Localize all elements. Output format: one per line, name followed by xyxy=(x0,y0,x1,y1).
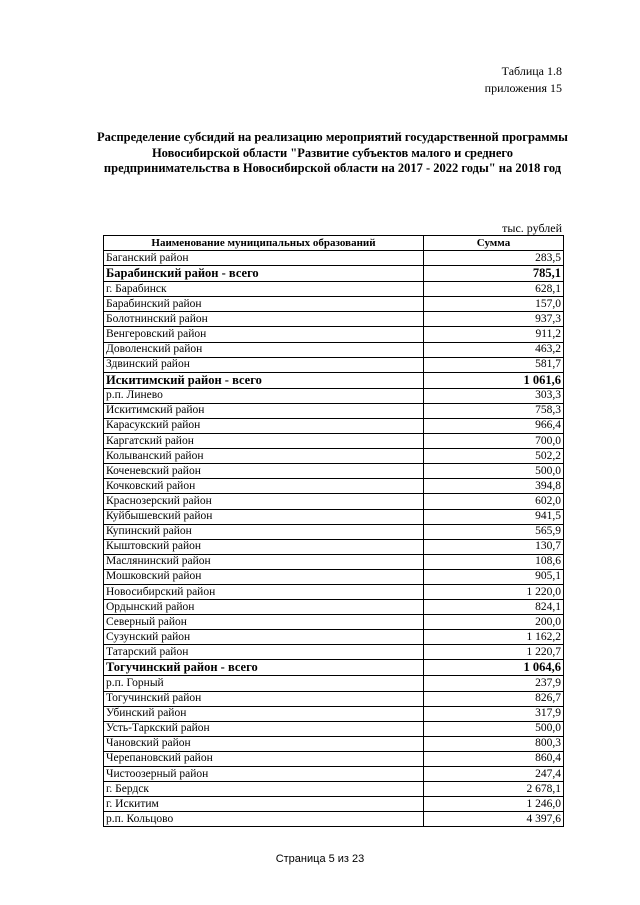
column-header-sum: Сумма xyxy=(424,236,564,251)
appendix-reference: приложения 15 xyxy=(484,81,562,95)
subsidy-sum: 1 220,7 xyxy=(424,645,564,660)
subsidy-sum: 1 246,0 xyxy=(424,797,564,812)
subsidy-sum: 2 678,1 xyxy=(424,782,564,797)
municipality-name: Чановский район xyxy=(104,736,424,751)
subsidy-sum: 581,7 xyxy=(424,357,564,372)
municipality-name: Болотнинский район xyxy=(104,312,424,327)
unit-label: тыс. рублей xyxy=(502,221,562,235)
subsidy-sum: 4 397,6 xyxy=(424,812,564,827)
municipality-name: Карасукский район xyxy=(104,418,424,433)
subsidy-sum: 394,8 xyxy=(424,479,564,494)
table-body xyxy=(104,251,564,827)
subsidy-sum: 565,9 xyxy=(424,524,564,539)
municipality-name: г. Бердск xyxy=(104,782,424,797)
municipality-name: г. Искитим xyxy=(104,797,424,812)
municipality-name: Искитимский район - всего xyxy=(104,372,424,388)
municipality-name: Кочковский район xyxy=(104,479,424,494)
table-row xyxy=(104,691,564,706)
subsidy-sum: 1 061,6 xyxy=(424,372,564,388)
municipality-name: Краснозерский район xyxy=(104,494,424,509)
municipality-name: Черепановский район xyxy=(104,751,424,766)
subsidy-sum: 108,6 xyxy=(424,554,564,569)
column-header-name: Наименование муниципальных образований xyxy=(104,236,424,251)
municipality-name: Убинский район xyxy=(104,706,424,721)
municipality-name: р.п. Горный xyxy=(104,676,424,691)
municipality-name: Куйбышевский район xyxy=(104,509,424,524)
table-row xyxy=(104,372,564,388)
municipality-name: Искитимский район xyxy=(104,403,424,418)
table-row xyxy=(104,584,564,599)
table-row xyxy=(104,812,564,827)
table-row xyxy=(104,266,564,282)
subsidy-table xyxy=(103,235,564,827)
table-row xyxy=(104,464,564,479)
table-row xyxy=(104,312,564,327)
table-row xyxy=(104,418,564,433)
table-row xyxy=(104,282,564,297)
table-row xyxy=(104,767,564,782)
subsidy-sum: 283,5 xyxy=(424,251,564,266)
subsidy-sum: 800,3 xyxy=(424,736,564,751)
municipality-name: Барабинский район - всего xyxy=(104,266,424,282)
municipality-name: Кыштовский район xyxy=(104,539,424,554)
table-row xyxy=(104,403,564,418)
municipality-name: Баганский район xyxy=(104,251,424,266)
subsidy-sum: 157,0 xyxy=(424,297,564,312)
table-row xyxy=(104,736,564,751)
subsidy-sum: 500,0 xyxy=(424,721,564,736)
subsidy-sum: 758,3 xyxy=(424,403,564,418)
subsidy-sum: 824,1 xyxy=(424,600,564,615)
table-row xyxy=(104,297,564,312)
subsidy-sum: 966,4 xyxy=(424,418,564,433)
municipality-name: Тогучинский район - всего xyxy=(104,660,424,676)
municipality-name: Барабинский район xyxy=(104,297,424,312)
subsidy-sum: 602,0 xyxy=(424,494,564,509)
table-row xyxy=(104,479,564,494)
table-row xyxy=(104,494,564,509)
table-row xyxy=(104,509,564,524)
municipality-name: Усть-Таркский район xyxy=(104,721,424,736)
table-row xyxy=(104,388,564,403)
municipality-name: р.п. Кольцово xyxy=(104,812,424,827)
municipality-name: Колыванский район xyxy=(104,449,424,464)
table-row xyxy=(104,539,564,554)
table-row xyxy=(104,782,564,797)
subsidy-sum: 826,7 xyxy=(424,691,564,706)
table-row xyxy=(104,751,564,766)
subsidy-sum: 237,9 xyxy=(424,676,564,691)
subsidy-sum: 911,2 xyxy=(424,327,564,342)
subsidy-sum: 317,9 xyxy=(424,706,564,721)
municipality-name: Тогучинский район xyxy=(104,691,424,706)
subsidy-sum: 247,4 xyxy=(424,767,564,782)
municipality-name: Венгеровский район xyxy=(104,327,424,342)
table-row xyxy=(104,676,564,691)
table-row xyxy=(104,706,564,721)
table-row xyxy=(104,357,564,372)
municipality-name: Купинский район xyxy=(104,524,424,539)
subsidy-sum: 628,1 xyxy=(424,282,564,297)
subsidy-sum: 941,5 xyxy=(424,509,564,524)
subsidy-sum: 860,4 xyxy=(424,751,564,766)
table-row xyxy=(104,569,564,584)
table-row xyxy=(104,251,564,266)
municipality-name: Доволенский район xyxy=(104,342,424,357)
municipality-name: Каргатский район xyxy=(104,434,424,449)
table-row xyxy=(104,434,564,449)
subsidy-sum: 937,3 xyxy=(424,312,564,327)
municipality-name: Новосибирский район xyxy=(104,584,424,599)
subsidy-sum: 502,2 xyxy=(424,449,564,464)
table-row xyxy=(104,449,564,464)
subsidy-sum: 303,3 xyxy=(424,388,564,403)
table-row xyxy=(104,797,564,812)
subsidy-sum: 1 220,0 xyxy=(424,584,564,599)
table-row xyxy=(104,660,564,676)
subsidy-sum: 130,7 xyxy=(424,539,564,554)
subsidy-sum: 463,2 xyxy=(424,342,564,357)
subsidy-sum: 500,0 xyxy=(424,464,564,479)
municipality-name: Мошковский район xyxy=(104,569,424,584)
subsidy-sum: 1 064,6 xyxy=(424,660,564,676)
table-row xyxy=(104,327,564,342)
subsidy-sum: 1 162,2 xyxy=(424,630,564,645)
municipality-name: р.п. Линево xyxy=(104,388,424,403)
subsidy-sum: 785,1 xyxy=(424,266,564,282)
table-row xyxy=(104,524,564,539)
municipality-name: г. Барабинск xyxy=(104,282,424,297)
table-row xyxy=(104,554,564,569)
page-footer: Страница 5 из 23 xyxy=(275,853,365,865)
table-row xyxy=(104,615,564,630)
municipality-name: Северный район xyxy=(104,615,424,630)
municipality-name: Сузунский район xyxy=(104,630,424,645)
table-header-row xyxy=(104,236,564,251)
municipality-name: Чистоозерный район xyxy=(104,767,424,782)
table-row xyxy=(104,630,564,645)
municipality-name: Ордынский район xyxy=(104,600,424,615)
table-row xyxy=(104,721,564,736)
municipality-name: Татарский район xyxy=(104,645,424,660)
subsidy-sum: 200,0 xyxy=(424,615,564,630)
table-row xyxy=(104,600,564,615)
document-title: Распределение субсидий на реализацию мероприятий государственной программы Новосибирской области "Развитие субъектов малого и среднего предпринимательства в Новосибирской области на 2017 - 2022 годы" на 2018 год xyxy=(97,130,568,175)
municipality-name: Маслянинский район xyxy=(104,554,424,569)
municipality-name: Коченевский район xyxy=(104,464,424,479)
subsidy-sum: 905,1 xyxy=(424,569,564,584)
table-reference: Таблица 1.8 xyxy=(501,64,562,78)
municipality-name: Здвинский район xyxy=(104,357,424,372)
table-row xyxy=(104,342,564,357)
table-row xyxy=(104,645,564,660)
subsidy-sum: 700,0 xyxy=(424,434,564,449)
